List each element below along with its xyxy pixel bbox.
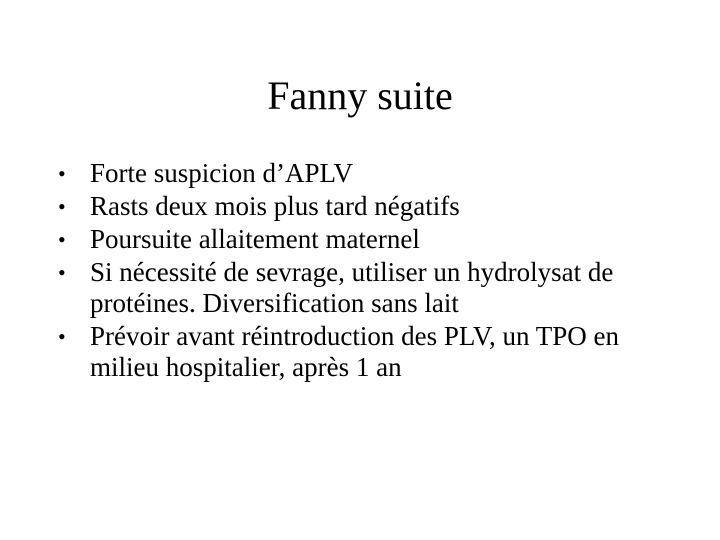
list-item	[58, 191, 678, 222]
list-item	[58, 224, 678, 255]
bullet-text: Poursuite allaitement maternel	[90, 224, 420, 254]
bullet-icon: •	[58, 194, 66, 219]
bullet-text: Forte suspicion d’APLV	[90, 158, 354, 188]
bullet-list	[58, 158, 678, 385]
list-item	[58, 257, 678, 319]
bullet-icon: •	[58, 260, 66, 285]
bullet-icon: •	[58, 227, 66, 252]
bullet-icon: •	[58, 161, 66, 186]
bullet-icon: •	[58, 324, 66, 349]
bullet-text: Prévoir avant réintroduction des PLV, un TPO en milieu hospitalier, après 1 an	[90, 321, 619, 382]
bullet-text: Rasts deux mois plus tard négatifs	[90, 191, 460, 221]
list-item	[58, 321, 678, 383]
bullet-text: Si nécessité de sevrage, utiliser un hydrolysat de protéines. Diversification sans lait	[90, 257, 614, 318]
list-item	[58, 158, 678, 189]
slide-title: Fanny suite	[267, 73, 453, 118]
